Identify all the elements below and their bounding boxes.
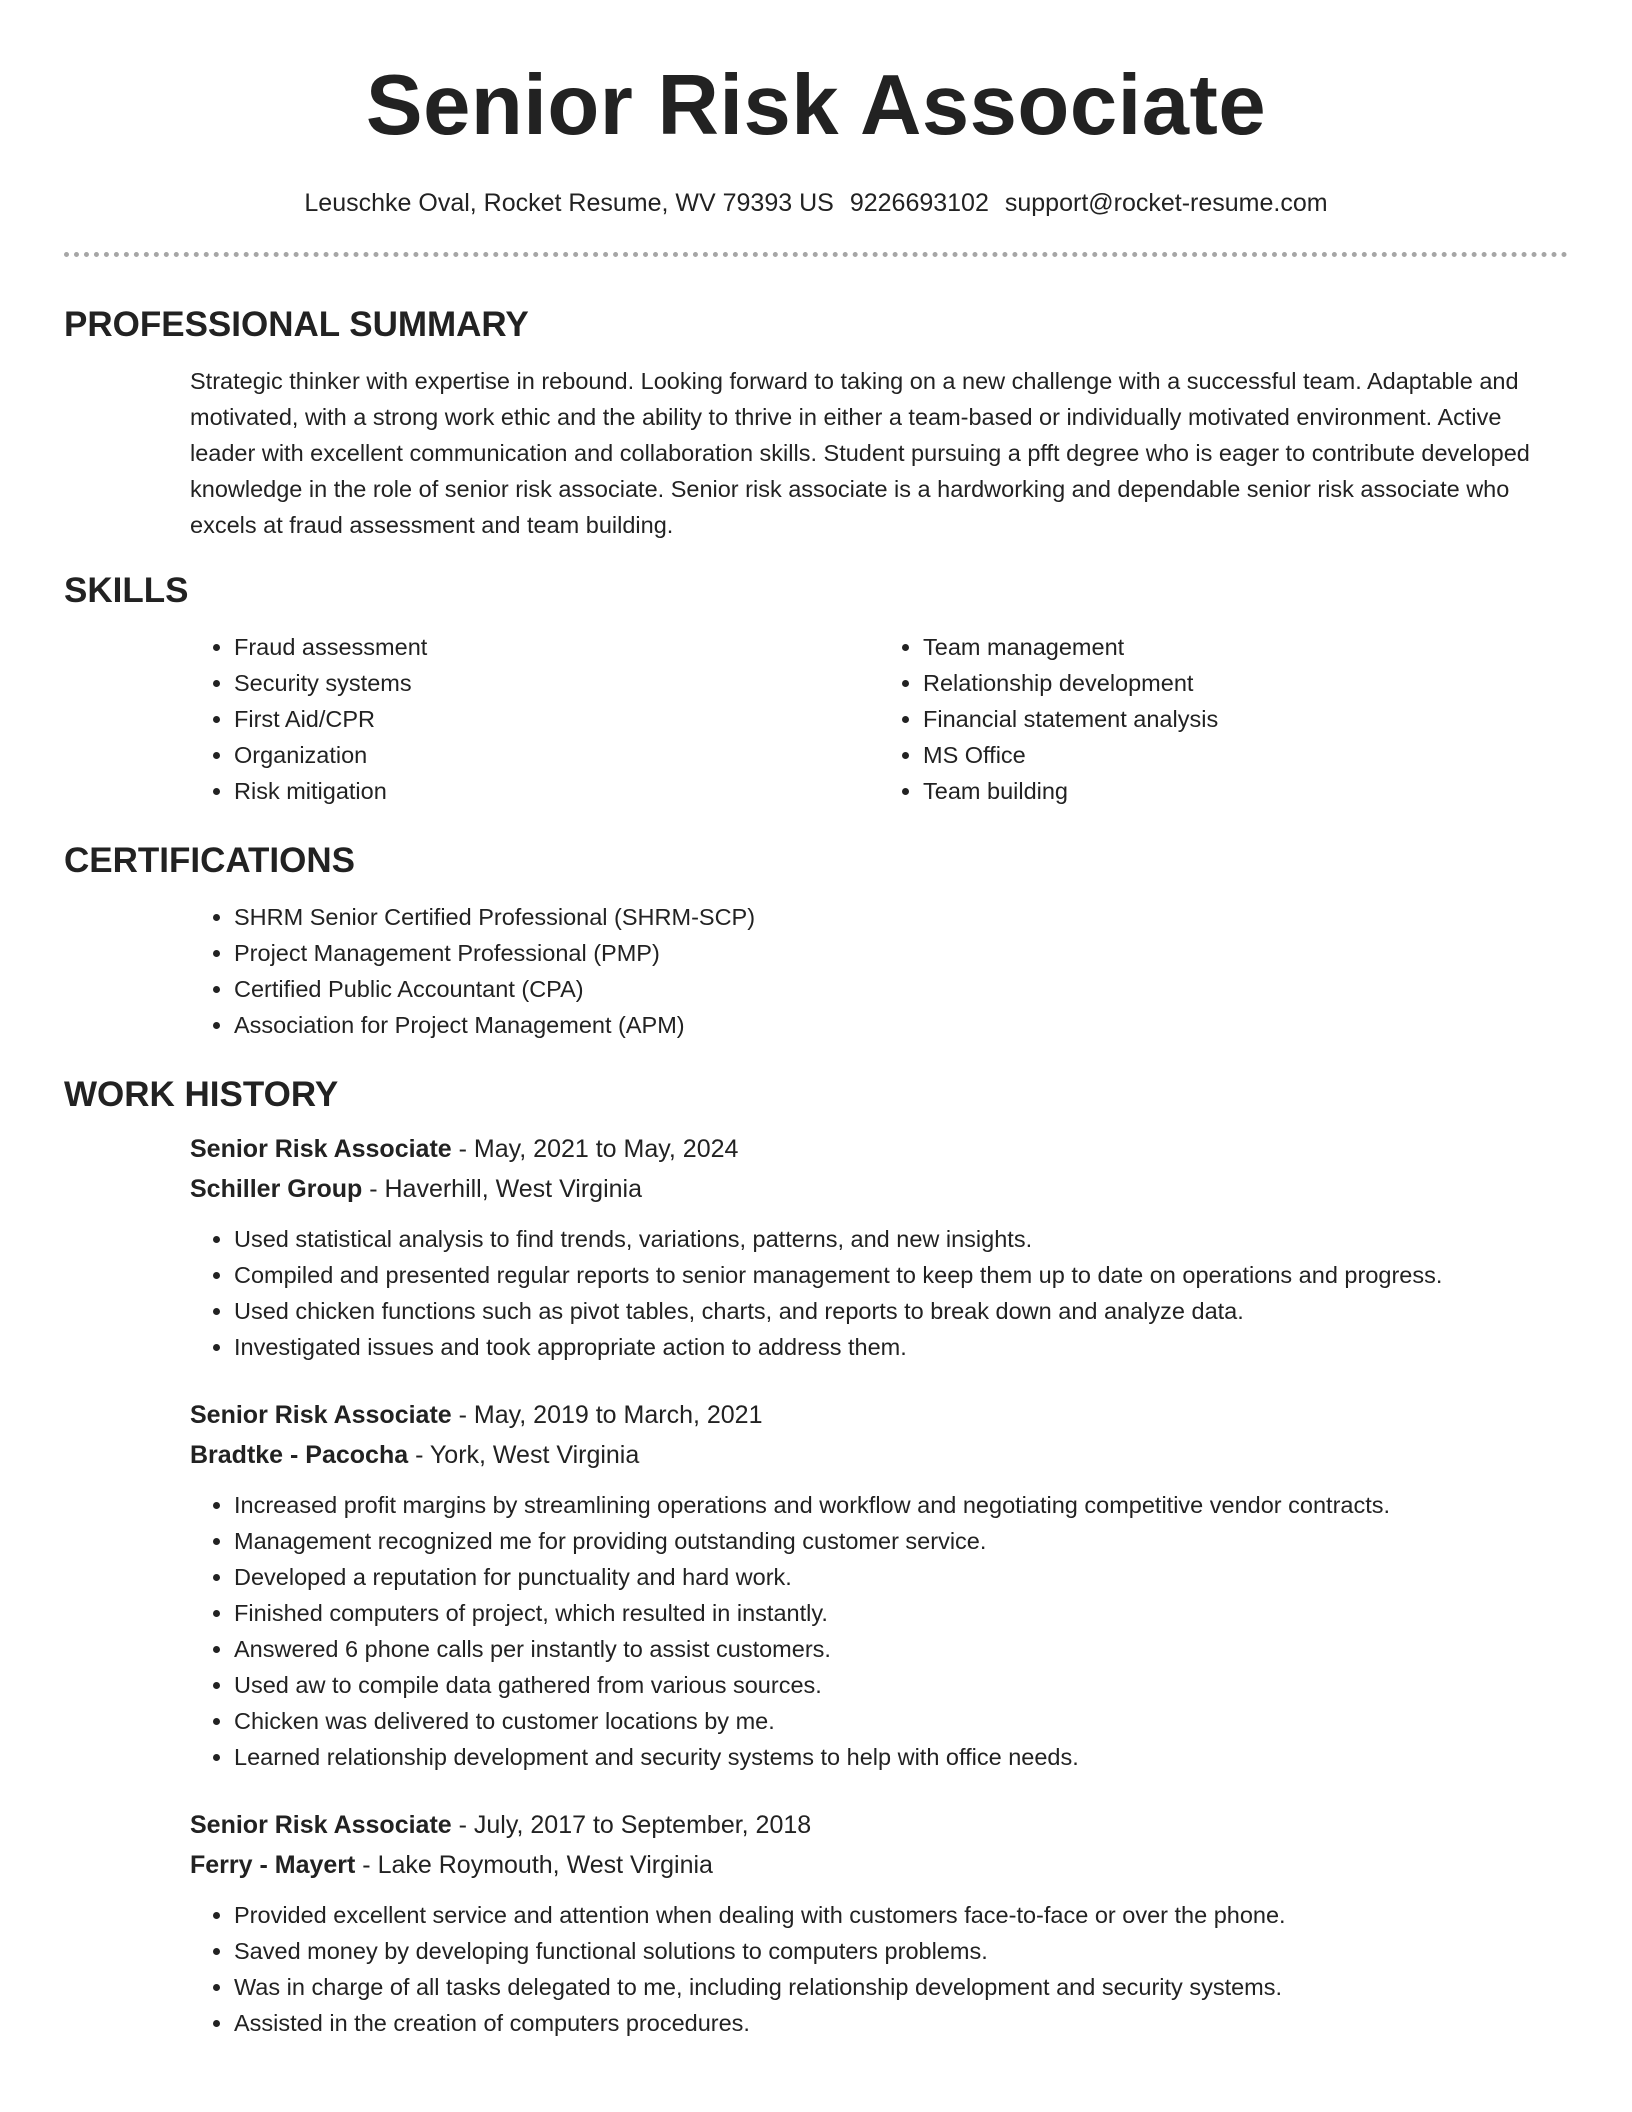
skill-item: • Security systems	[234, 665, 879, 701]
certifications-heading: CERTIFICATIONS	[64, 841, 356, 880]
skill-item: • First Aid/CPR	[234, 701, 879, 737]
job-bullets	[190, 1487, 1568, 1775]
job-bullet: • Provided excellent service and attention when dealing with customers face-to-face or over the phone.	[234, 1897, 1568, 1933]
job-role: Senior Risk Associate	[190, 1135, 452, 1163]
skill-item: • Financial statement analysis	[923, 701, 1568, 737]
certification-item: • Association for Project Management (APM)	[234, 1007, 1568, 1043]
job-company: Bradtke - Pacocha	[190, 1441, 409, 1469]
job-dates: - May, 2019 to March, 2021	[451, 1401, 763, 1429]
job-entry	[190, 1395, 1568, 1775]
job-bullets	[190, 1221, 1568, 1365]
skills-list-left	[190, 629, 879, 809]
job-bullet: • Developed a reputation for punctuality and hard work.	[234, 1559, 1568, 1595]
work-heading: WORK HISTORY	[64, 1075, 339, 1114]
certification-item: • Project Management Professional (PMP)	[234, 935, 1568, 971]
skills-list-right	[879, 629, 1568, 809]
job-company-line	[190, 1169, 1568, 1209]
skill-item: • Relationship development	[923, 665, 1568, 701]
job-bullet: • Finished computers of project, which resulted in instantly.	[234, 1595, 1568, 1631]
job-bullet: • Used statistical analysis to find trends, variations, patterns, and new insights.	[234, 1221, 1568, 1257]
job-dates: - July, 2017 to September, 2018	[451, 1811, 812, 1839]
contact-address: Leuschke Oval, Rocket Resume, WV 79393 US	[304, 189, 834, 217]
job-bullet: • Chicken was delivered to customer locations by me.	[234, 1703, 1568, 1739]
summary-heading: PROFESSIONAL SUMMARY	[64, 305, 529, 344]
certifications-list	[190, 899, 1568, 1043]
job-company-line	[190, 1845, 1568, 1885]
skill-item: • Fraud assessment	[234, 629, 879, 665]
job-location: - York, West Virginia	[408, 1441, 640, 1469]
job-bullet: • Compiled and presented regular reports to senior management to keep them up to date on operations and progress.	[234, 1257, 1568, 1293]
summary-section	[64, 303, 1568, 543]
job-bullet: • Assisted in the creation of computers procedures.	[234, 2005, 1568, 2041]
job-bullet: • Increased profit margins by streamlining operations and workflow and negotiating competitive vendor contracts.	[234, 1487, 1568, 1523]
job-bullet: • Learned relationship development and security systems to help with office needs.	[234, 1739, 1568, 1775]
job-entry	[190, 1805, 1568, 2041]
skills-heading: SKILLS	[64, 571, 189, 610]
job-title-line	[190, 1805, 1568, 1845]
certifications-section	[64, 839, 1568, 1043]
job-bullet: • Management recognized me for providing outstanding customer service.	[234, 1523, 1568, 1559]
skill-item: • Team management	[923, 629, 1568, 665]
job-dates: - May, 2021 to May, 2024	[451, 1135, 739, 1163]
job-title-line	[190, 1395, 1568, 1435]
resume-name: Senior Risk Associate	[365, 58, 1267, 153]
contact-line	[64, 187, 1568, 219]
job-bullets	[190, 1897, 1568, 2041]
work-section	[64, 1073, 1568, 2041]
job-entry	[190, 1129, 1568, 1365]
job-location: - Lake Roymouth, West Virginia	[355, 1851, 713, 1879]
job-company: Ferry - Mayert	[190, 1851, 356, 1879]
skill-item: • Team building	[923, 773, 1568, 809]
job-bullet: • Used chicken functions such as pivot tables, charts, and reports to break down and analyze data.	[234, 1293, 1568, 1329]
job-role: Senior Risk Associate	[190, 1811, 452, 1839]
contact-email: support@rocket-resume.com	[1004, 189, 1328, 217]
job-bullet: • Answered 6 phone calls per instantly to assist customers.	[234, 1631, 1568, 1667]
skill-item: • Risk mitigation	[234, 773, 879, 809]
skills-section	[64, 569, 1568, 809]
contact-phone: 9226693102	[849, 189, 989, 217]
job-company: Schiller Group	[190, 1175, 363, 1203]
job-location: - Haverhill, West Virginia	[362, 1175, 642, 1203]
header-divider	[64, 252, 1568, 257]
job-bullet: • Used aw to compile data gathered from various sources.	[234, 1667, 1568, 1703]
job-company-line	[190, 1435, 1568, 1475]
skill-item: • Organization	[234, 737, 879, 773]
job-bullet: • Saved money by developing functional solutions to computers problems.	[234, 1933, 1568, 1969]
summary-text: Strategic thinker with expertise in rebound. Looking forward to taking on a new challenge with a successful team. Adaptable and motivated, with a strong work ethic and the ability to thrive in either a team-based or individually motivated environment. Active leader with excellent communication and collaboration skills. Student pursuing a pfft degree who is eager to contribute developed knowledge in the role of senior risk associate. Senior risk associate is a hardworking and dependable senior risk associate who excels at fraud assessment and team building.	[190, 368, 1530, 538]
skill-item: • MS Office	[923, 737, 1568, 773]
certification-item: • Certified Public Accountant (CPA)	[234, 971, 1568, 1007]
job-bullet: • Was in charge of all tasks delegated to me, including relationship development and security systems.	[234, 1969, 1568, 2005]
job-bullet: • Investigated issues and took appropriate action to address them.	[234, 1329, 1568, 1365]
job-title-line	[190, 1129, 1568, 1169]
job-role: Senior Risk Associate	[190, 1401, 452, 1429]
certification-item: • SHRM Senior Certified Professional (SHRM-SCP)	[234, 899, 1568, 935]
